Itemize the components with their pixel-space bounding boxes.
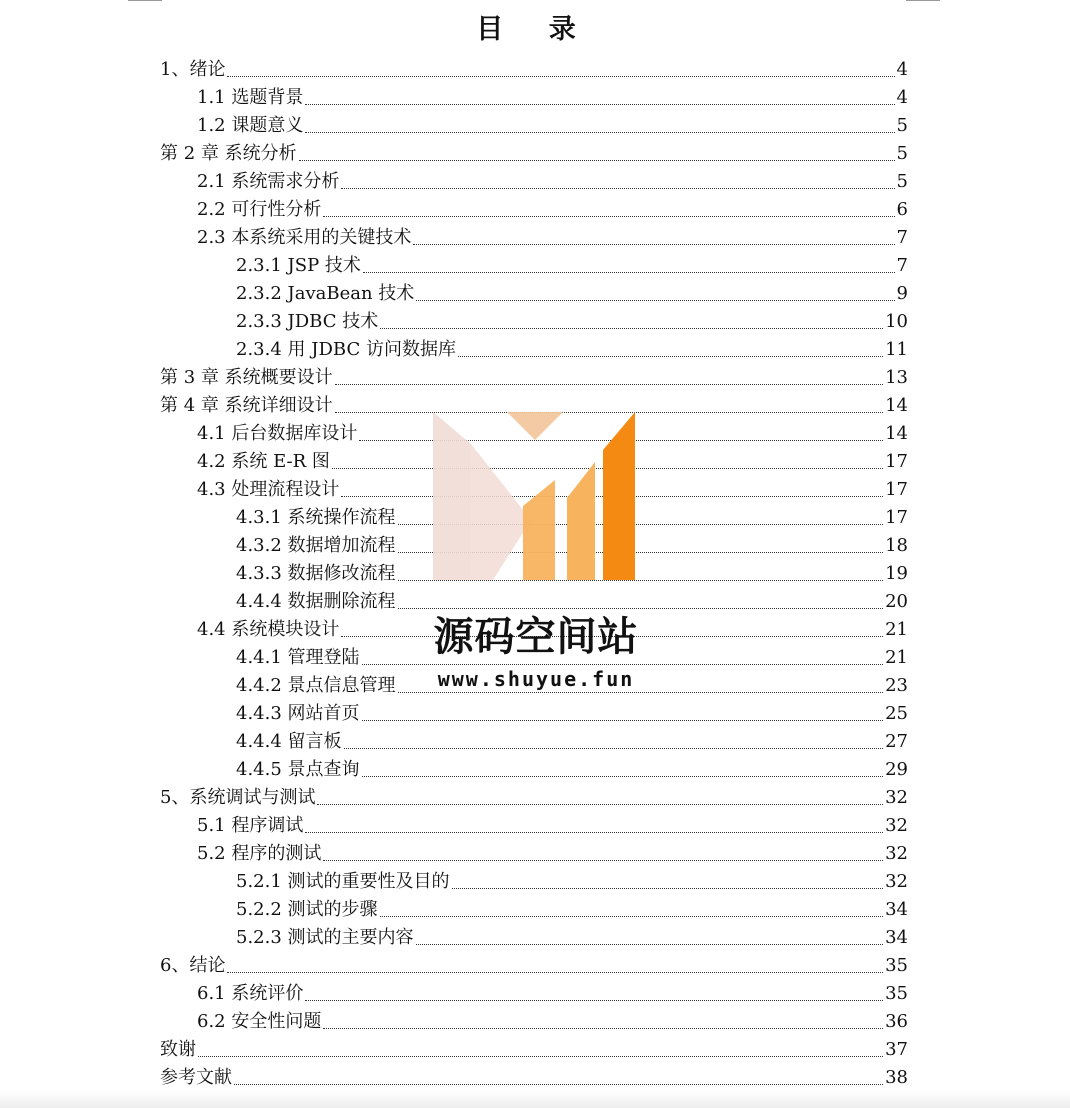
toc-dot-leader (416, 299, 894, 301)
toc-entry-page-number: 20 (885, 591, 908, 612)
toc-entry-page-number: 32 (885, 843, 908, 864)
toc-entry-page-number: 29 (885, 759, 908, 780)
toc-entry-title: 6.2 安全性问题 (197, 1011, 322, 1032)
toc-entry[interactable] (236, 896, 908, 924)
toc-entry-page-number: 5 (896, 115, 908, 136)
toc-entry-page-number: 14 (885, 423, 908, 444)
toc-entry-page-number: 17 (885, 451, 908, 472)
toc-entry[interactable] (236, 644, 908, 672)
toc-entry[interactable] (160, 784, 908, 812)
toc-entry-title: 5.1 程序调试 (197, 815, 304, 836)
toc-dot-leader (305, 103, 894, 105)
toc-entry[interactable] (197, 112, 908, 140)
watermark-url: www.shuyue.fun (437, 667, 635, 691)
toc-entry-page-number: 21 (885, 647, 908, 668)
toc-entry-title: 第 2 章 系统分析 (160, 143, 297, 164)
toc-dot-leader (305, 831, 883, 833)
toc-dot-leader (341, 495, 883, 497)
toc-entry[interactable] (160, 392, 908, 420)
toc-dot-leader (332, 467, 883, 469)
toc-entry[interactable] (160, 952, 908, 980)
toc-dot-leader (398, 579, 884, 581)
toc-entry[interactable] (236, 252, 908, 280)
toc-dot-leader (398, 551, 884, 553)
toc-dot-leader (458, 355, 883, 357)
toc-entry[interactable] (197, 196, 908, 224)
toc-entry[interactable] (236, 868, 908, 896)
toc-entry[interactable] (236, 588, 908, 616)
toc-entry-title: 5.2.2 测试的步骤 (236, 899, 378, 920)
toc-dot-leader (398, 691, 884, 693)
toc-entry-page-number: 34 (885, 927, 908, 948)
toc-entry-page-number: 11 (885, 339, 908, 360)
toc-entry-title: 2.3 本系统采用的关键技术 (197, 227, 412, 248)
toc-entry[interactable] (236, 560, 908, 588)
toc-entry[interactable] (197, 84, 908, 112)
toc-entry-page-number: 36 (885, 1011, 908, 1032)
toc-entry-title: 致谢 (160, 1039, 196, 1060)
toc-entry[interactable] (236, 672, 908, 700)
toc-entry[interactable] (197, 476, 908, 504)
toc-entry-title: 5.2.1 测试的重要性及目的 (236, 871, 450, 892)
toc-entry-page-number: 18 (885, 535, 908, 556)
page-corner-mark-right (906, 0, 940, 1)
toc-entry-page-number: 21 (885, 619, 908, 640)
toc-entry-title: 2.3.2 JavaBean 技术 (236, 283, 415, 304)
toc-entry[interactable] (236, 532, 908, 560)
toc-dot-leader (317, 803, 883, 805)
toc-entry-title: 4.3.1 系统操作流程 (236, 507, 396, 528)
toc-entry[interactable] (160, 1036, 908, 1064)
toc-entry[interactable] (236, 336, 908, 364)
toc-entry[interactable] (197, 1008, 908, 1036)
toc-dot-leader (362, 775, 884, 777)
toc-entry-title: 参考文献 (160, 1067, 232, 1088)
toc-entry-title: 2.2 可行性分析 (197, 199, 322, 220)
toc-entry-title: 4.4.1 管理登陆 (236, 647, 360, 668)
page-bottom-shadow (0, 1090, 1070, 1108)
toc-entry-title: 1、绪论 (160, 59, 226, 80)
toc-entry-page-number: 27 (885, 731, 908, 752)
toc-dot-leader (359, 439, 883, 441)
toc-entry[interactable] (197, 168, 908, 196)
toc-entry-page-number: 14 (885, 395, 908, 416)
toc-entry[interactable] (160, 364, 908, 392)
toc-entry-page-number: 32 (885, 871, 908, 892)
toc-dot-leader (323, 215, 894, 217)
toc-entry-title: 4.4.2 景点信息管理 (236, 675, 396, 696)
toc-entry-page-number: 13 (885, 367, 908, 388)
toc-entry-title: 2.1 系统需求分析 (197, 171, 340, 192)
page-corner-mark-left (128, 0, 162, 1)
toc-entry[interactable] (236, 308, 908, 336)
toc-entry[interactable] (236, 700, 908, 728)
toc-entry-page-number: 5 (896, 171, 908, 192)
toc-dot-leader (452, 887, 884, 889)
toc-entry-page-number: 4 (896, 59, 908, 80)
toc-entry-page-number: 35 (885, 983, 908, 1004)
toc-dot-leader (305, 131, 894, 133)
toc-entry-page-number: 32 (885, 815, 908, 836)
toc-entry-title: 6.1 系统评价 (197, 983, 304, 1004)
toc-entry-title: 第 4 章 系统详细设计 (160, 395, 333, 416)
toc-dot-leader (234, 1083, 883, 1085)
toc-entry-page-number: 17 (885, 479, 908, 500)
toc-entry[interactable] (236, 924, 908, 952)
toc-dot-leader (413, 243, 894, 245)
toc-dot-leader (416, 943, 884, 945)
toc-dot-leader (335, 383, 883, 385)
toc-entry-title: 4.4.4 留言板 (236, 731, 342, 752)
toc-entry-page-number: 25 (885, 703, 908, 724)
toc-entry-title: 5.2.3 测试的主要内容 (236, 927, 414, 948)
toc-entry[interactable] (197, 616, 908, 644)
toc-entry[interactable] (236, 504, 908, 532)
toc-dot-leader (362, 663, 884, 665)
toc-title: 目 录 (476, 14, 594, 45)
toc-dot-leader (335, 411, 883, 413)
toc-dot-leader (380, 915, 884, 917)
toc-entry-title: 4.3.2 数据增加流程 (236, 535, 396, 556)
toc-entry-title: 6、结论 (160, 955, 226, 976)
toc-dot-leader (344, 747, 884, 749)
toc-entry-page-number: 9 (896, 283, 908, 304)
toc-dot-leader (363, 271, 895, 273)
toc-entry[interactable] (236, 728, 908, 756)
toc-entry[interactable] (197, 448, 908, 476)
toc-entry-title: 2.3.4 用 JDBC 访问数据库 (236, 339, 456, 360)
toc-entry[interactable] (236, 756, 908, 784)
toc-entry-title: 4.2 系统 E-R 图 (197, 451, 330, 472)
toc-dot-leader (362, 719, 884, 721)
toc-entry[interactable] (197, 224, 908, 252)
toc-entry[interactable] (160, 140, 908, 168)
toc-entry-title: 4.4.3 网站首页 (236, 703, 360, 724)
toc-entry-title: 5、系统调试与测试 (160, 787, 316, 808)
toc-entry-page-number: 7 (896, 255, 908, 276)
toc-dot-leader (305, 999, 883, 1001)
toc-dot-leader (398, 607, 884, 609)
toc-entry-title: 4.1 后台数据库设计 (197, 423, 358, 444)
toc-entry-title: 5.2 程序的测试 (197, 843, 322, 864)
toc-entry-page-number: 6 (896, 199, 908, 220)
toc-entry-page-number: 17 (885, 507, 908, 528)
toc-entry-page-number: 5 (896, 143, 908, 164)
toc-entry-page-number: 37 (885, 1039, 908, 1060)
toc-dot-leader (398, 523, 884, 525)
toc-dot-leader (323, 1027, 883, 1029)
toc-entry[interactable] (197, 812, 908, 840)
toc-entry-title: 2.3.1 JSP 技术 (236, 255, 361, 276)
toc-dot-leader (299, 159, 895, 161)
toc-entry-title: 1.2 课题意义 (197, 115, 304, 136)
toc-entry-title: 1.1 选题背景 (197, 87, 304, 108)
toc-entry-page-number: 7 (896, 227, 908, 248)
toc-entry-title: 4.4.4 数据删除流程 (236, 591, 396, 612)
toc-entry-page-number: 19 (885, 563, 908, 584)
toc-entry-title: 4.4.5 景点查询 (236, 759, 360, 780)
toc-dot-leader (227, 971, 883, 973)
toc-entry[interactable] (160, 1064, 908, 1092)
toc-entry-title: 第 3 章 系统概要设计 (160, 367, 333, 388)
toc-dot-leader (227, 75, 894, 77)
toc-dot-leader (323, 859, 883, 861)
toc-entry-page-number: 35 (885, 955, 908, 976)
toc-entry-page-number: 32 (885, 787, 908, 808)
toc-entry[interactable] (160, 56, 908, 84)
toc-dot-leader (341, 187, 894, 189)
toc-dot-leader (341, 635, 883, 637)
toc-entry[interactable] (197, 420, 908, 448)
toc-entry[interactable] (197, 980, 908, 1008)
toc-entry-page-number: 34 (885, 899, 908, 920)
toc-entry-title: 4.3.3 数据修改流程 (236, 563, 396, 584)
toc-entry-page-number: 23 (885, 675, 908, 696)
toc-entry-title: 4.3 处理流程设计 (197, 479, 340, 500)
toc-entry-page-number: 10 (885, 311, 908, 332)
watermark-site-name: 源码空间站 (433, 614, 639, 660)
toc-dot-leader (380, 327, 883, 329)
toc-dot-leader (198, 1055, 883, 1057)
toc-entry-page-number: 4 (896, 87, 908, 108)
toc-entry[interactable] (197, 840, 908, 868)
toc-entry-title: 2.3.3 JDBC 技术 (236, 311, 379, 332)
toc-entry-page-number: 38 (885, 1067, 908, 1088)
toc-entry-title: 4.4 系统模块设计 (197, 619, 340, 640)
toc-entry[interactable] (236, 280, 908, 308)
